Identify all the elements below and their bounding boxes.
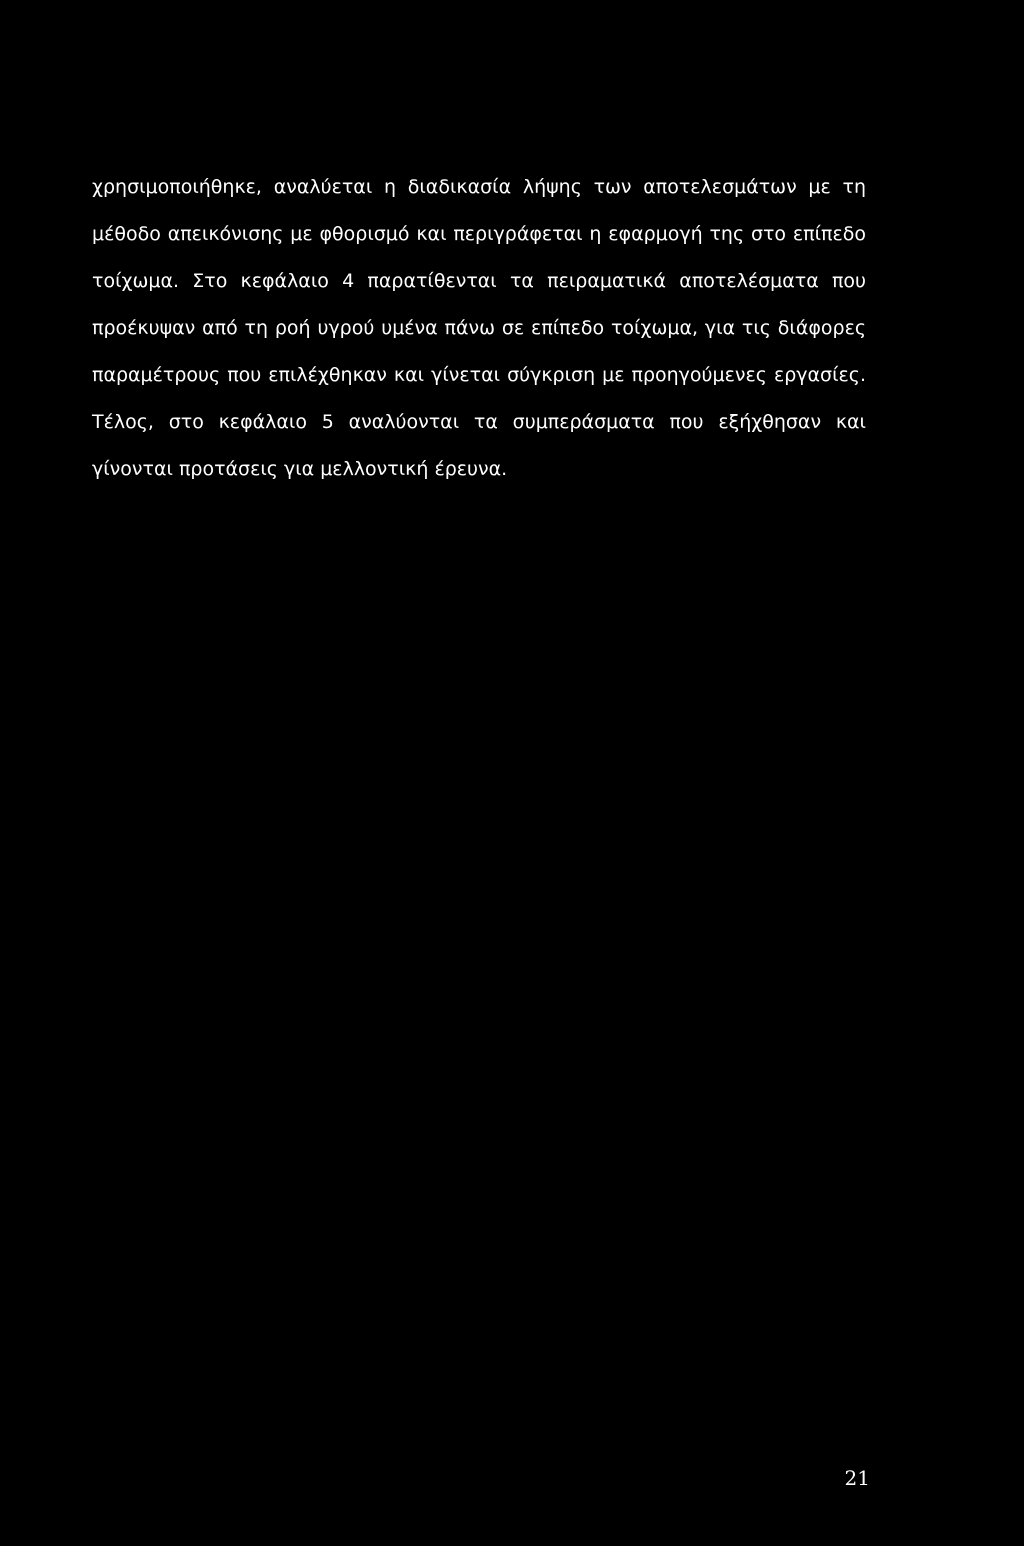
- text-line: χρησιμοποιήθηκε, αναλύεται η διαδικασία λήψης των αποτελεσμάτων με τη: [92, 176, 866, 198]
- body-paragraph: [92, 164, 866, 493]
- text-line: μέθοδο απεικόνισης με φθορισμό και περιγράφεται η εφαρμογή της στο επίπεδο: [92, 223, 866, 245]
- page-number: 21: [844, 1466, 870, 1490]
- text-line: Τέλος, στο κεφάλαιο 5 αναλύονται τα συμπεράσματα που εξήχθησαν και: [92, 411, 866, 433]
- text-line: γίνονται προτάσεις για μελλοντική έρευνα.: [92, 458, 508, 480]
- text-line: τοίχωμα. Στο κεφάλαιο 4 παρατίθενται τα πειραματικά αποτελέσματα που: [92, 270, 866, 292]
- text-line: προέκυψαν από τη ροή υγρού υμένα πάνω σε επίπεδο τοίχωμα, για τις διάφορες: [92, 317, 866, 339]
- text-line: παραμέτρους που επιλέχθηκαν και γίνεται σύγκριση με προηγούμενες εργασίες.: [92, 364, 866, 386]
